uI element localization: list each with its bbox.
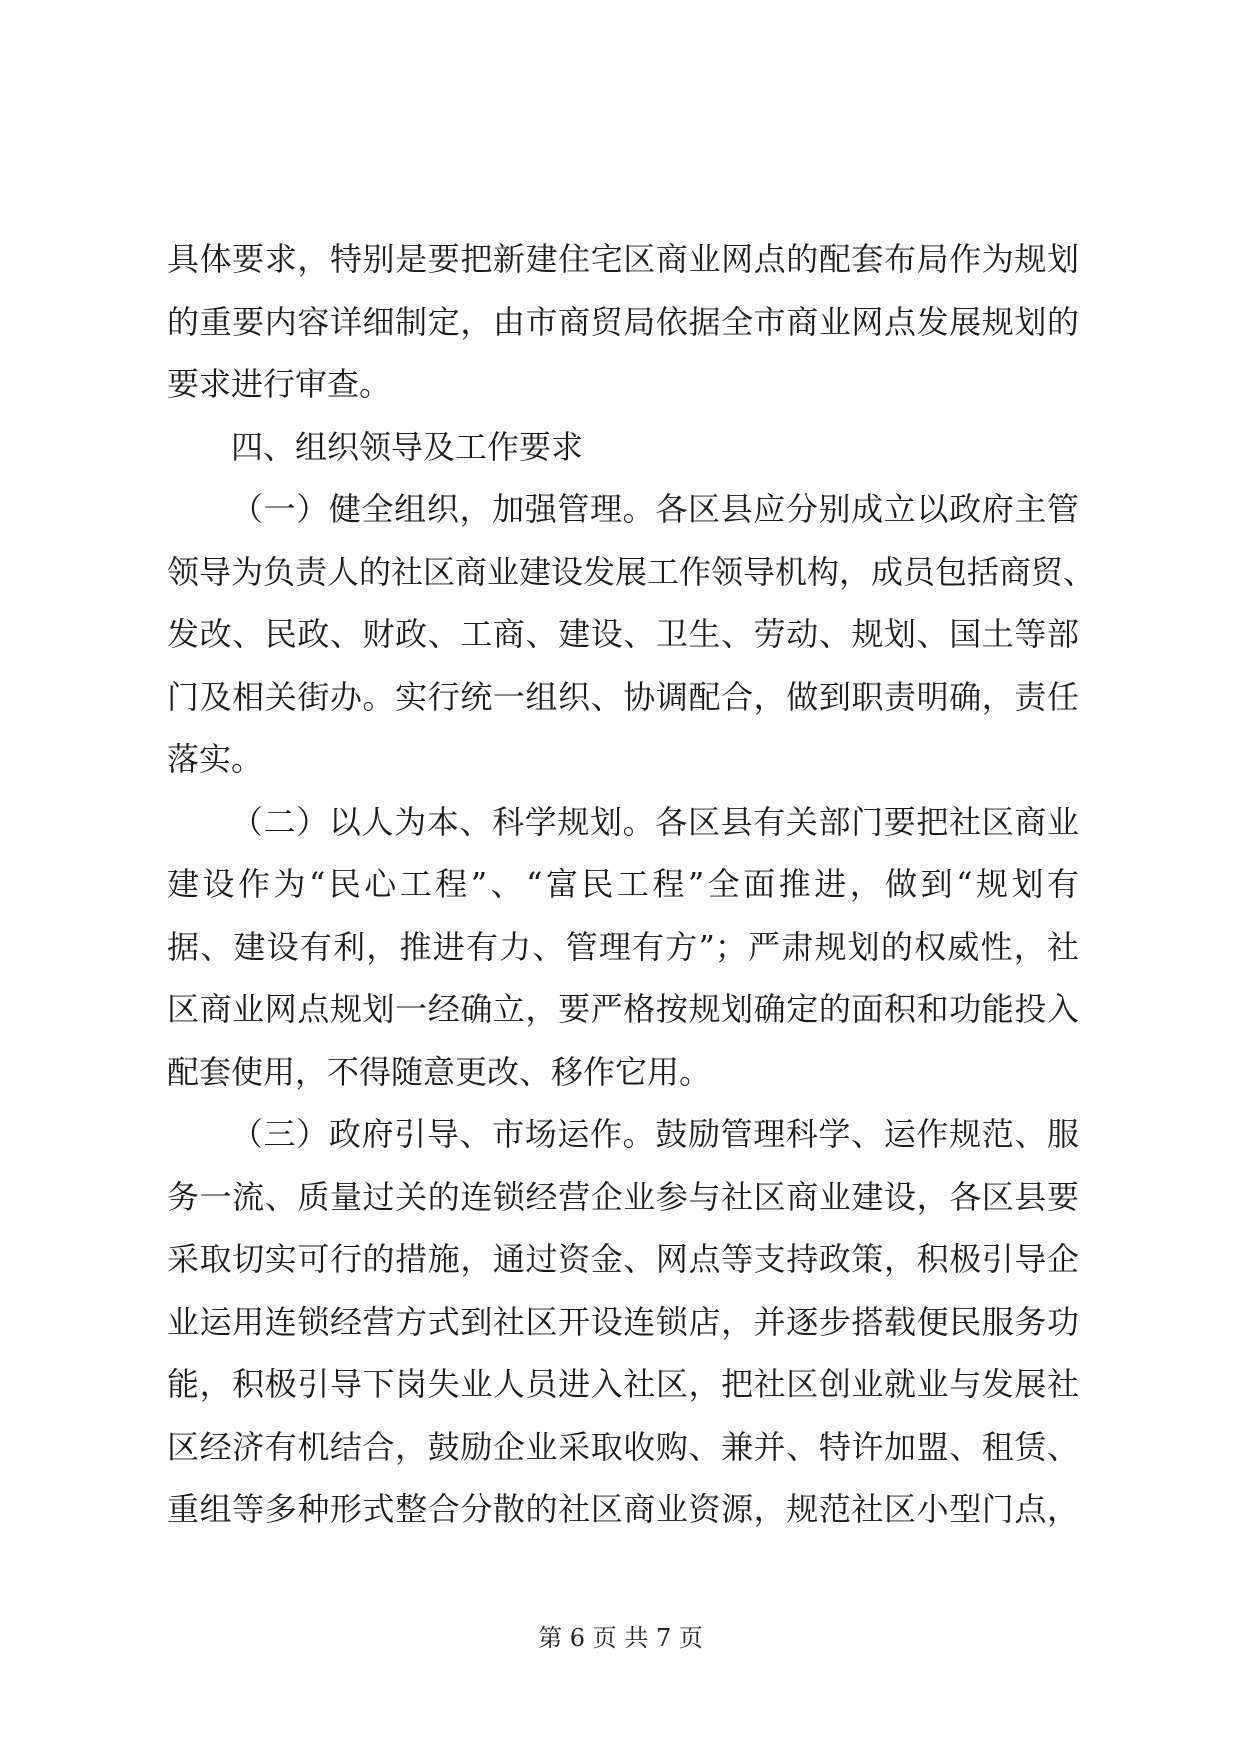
text-line: 发改、民政、财政、工商、建设、卫生、劳动、规划、国土等部 — [167, 615, 1079, 653]
text-line: 配套使用，不得随意更改、移作它用。 — [167, 1052, 712, 1091]
text-line: （一）健全组织，加强管理。各区县应分别成立以政府主管 — [231, 490, 1079, 528]
text-line: 区商业网点规划一经确立，要严格按规划确定的面积和功能投入 — [167, 990, 1079, 1028]
text-line: 采取切实可行的措施，通过资金、网点等支持政策，积极引导企 — [167, 1240, 1079, 1278]
text-line: 区经济有机结合，鼓励企业采取收购、兼并、特许加盟、租赁、 — [167, 1427, 1079, 1466]
page-number: 第 6 页 共 7 页 — [538, 1624, 703, 1652]
paragraph-item-3 — [167, 1103, 1079, 1541]
document-body — [167, 228, 1096, 1541]
text-line: 据、建设有利，推进有力、管理有方”；严肃规划的权威性，社 — [167, 927, 1079, 966]
section-heading-text: 四、组织领导及工作要求 — [231, 427, 584, 466]
page-footer — [0, 1623, 1241, 1653]
paragraph-item-2 — [167, 791, 1079, 1104]
text-line: 要求进行审查。 — [167, 365, 392, 403]
text-line: 建设作为“民心工程”、“富民工程”全面推进，做到“规划有 — [167, 865, 1079, 903]
text-line: 领导为负责人的社区商业建设发展工作领导机构，成员包括商贸、 — [167, 552, 1096, 591]
text-line: 落实。 — [167, 740, 264, 778]
text-line: 重组等多种形式整合分散的社区商业资源，规范社区小型门点， — [167, 1490, 1079, 1528]
text-line: 务一流、质量过关的连锁经营企业参与社区商业建设，各区县要 — [167, 1177, 1079, 1216]
text-line: 的重要内容详细制定，由市商贸局依据全市商业网点发展规划的 — [167, 302, 1079, 341]
text-line: （三）政府引导、市场运作。鼓励管理科学、运作规范、服 — [231, 1115, 1079, 1153]
text-line: （二）以人为本、科学规划。各区县有关部门要把社区商业 — [231, 802, 1079, 841]
text-line: 门及相关街办。实行统一组织、协调配合，做到职责明确，责任 — [167, 677, 1079, 716]
text-line: 具体要求，特别是要把新建住宅区商业网点的配套布局作为规划 — [167, 240, 1079, 278]
text-line: 业运用连锁经营方式到社区开设连锁店，并逐步搭载便民服务功 — [167, 1302, 1079, 1341]
paragraph-item-1 — [167, 478, 1096, 791]
section-heading — [167, 416, 1079, 479]
paragraph-continuation — [167, 228, 1079, 416]
text-line: 能，积极引导下岗失业人员进入社区，把社区创业就业与发展社 — [167, 1365, 1079, 1403]
